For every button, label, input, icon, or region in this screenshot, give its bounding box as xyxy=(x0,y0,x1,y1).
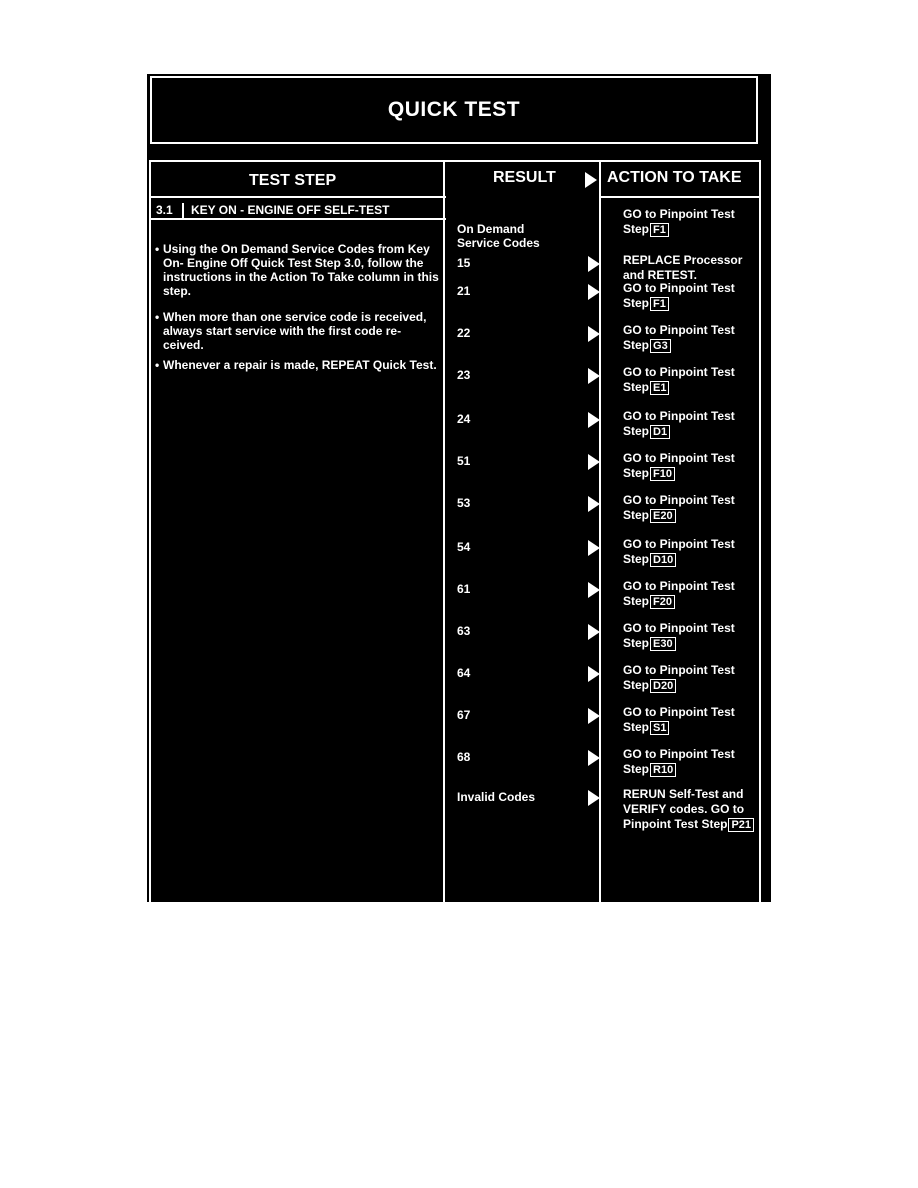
service-code: 21 xyxy=(457,284,471,298)
service-code: 51 xyxy=(457,454,471,468)
result-header: On Demand Service Codes xyxy=(457,222,540,250)
bullet-icon: • xyxy=(155,242,160,256)
arrow-icon xyxy=(588,256,600,272)
action-text xyxy=(623,705,755,735)
bullet-icon: • xyxy=(155,310,160,324)
test-table xyxy=(149,160,761,902)
action-label: REPLACE Processor and RETEST. xyxy=(623,253,743,282)
step-number: 3.1 xyxy=(153,203,184,219)
action-text xyxy=(623,787,755,832)
step-reference: F1 xyxy=(650,223,669,237)
service-code: 15 xyxy=(457,256,471,270)
service-code: 63 xyxy=(457,624,471,638)
service-code: 24 xyxy=(457,412,471,426)
step-reference: F1 xyxy=(650,297,669,311)
service-code: 68 xyxy=(457,750,471,764)
action-text xyxy=(623,409,755,439)
action-label: GO to Pinpoint Test Step xyxy=(623,705,735,734)
header-action: ACTION TO TAKE xyxy=(607,169,742,186)
step-reference: F20 xyxy=(650,595,675,609)
arrow-icon xyxy=(588,666,600,682)
step-note: • Using the On Demand Service Codes from Key On- Engine Off Quick Test Step 3.0, follow the instructions in the Action To Take column in this step. xyxy=(155,242,439,298)
arrow-icon xyxy=(588,496,600,512)
action-text xyxy=(623,323,755,353)
action-text xyxy=(623,747,755,777)
arrow-icon xyxy=(588,750,600,766)
action-text xyxy=(623,207,755,237)
action-label: GO to Pinpoint Test Step xyxy=(623,493,735,522)
arrow-icon xyxy=(588,454,600,470)
header-test-step: TEST STEP xyxy=(249,172,337,189)
arrow-icon xyxy=(588,284,600,300)
action-label: GO to Pinpoint Test Step xyxy=(623,365,735,394)
step-reference: D1 xyxy=(650,425,670,439)
action-text xyxy=(623,365,755,395)
step-reference: F10 xyxy=(650,467,675,481)
arrow-icon xyxy=(588,412,600,428)
action-label: GO to Pinpoint Test Step xyxy=(623,207,735,236)
service-code: 22 xyxy=(457,326,471,340)
page-title: QUICK TEST xyxy=(387,98,521,121)
title-box xyxy=(150,76,758,144)
service-code: 61 xyxy=(457,582,471,596)
arrow-icon xyxy=(588,790,600,806)
action-label: GO to Pinpoint Test Step xyxy=(623,281,735,310)
header-result: RESULT xyxy=(493,169,556,186)
action-text xyxy=(623,537,755,567)
action-text xyxy=(623,493,755,523)
action-label: GO to Pinpoint Test Step xyxy=(623,323,735,352)
action-header-divider xyxy=(601,196,759,198)
service-code: Invalid Codes xyxy=(457,790,536,804)
action-label: GO to Pinpoint Test Step xyxy=(623,663,735,692)
arrow-icon xyxy=(588,326,600,342)
action-label: GO to Pinpoint Test Step xyxy=(623,579,735,608)
arrow-icon xyxy=(588,368,600,384)
action-label: GO to Pinpoint Test Step xyxy=(623,451,735,480)
header-arrow-icon xyxy=(585,172,597,188)
step-reference: D20 xyxy=(650,679,676,693)
step-reference: R10 xyxy=(650,763,676,777)
action-text xyxy=(623,621,755,651)
step-note: • When more than one service code is received, always start service with the first code re- ceived. xyxy=(155,310,427,352)
service-code: 53 xyxy=(457,496,471,510)
service-code: 54 xyxy=(457,540,471,554)
step-reference: E1 xyxy=(650,381,669,395)
service-code: 64 xyxy=(457,666,471,680)
action-label: GO to Pinpoint Test Step xyxy=(623,537,735,566)
step-reference: D10 xyxy=(650,553,676,567)
arrow-icon xyxy=(588,582,600,598)
step-note: • Whenever a repair is made, REPEAT Quick Test. xyxy=(155,358,437,372)
action-text xyxy=(623,281,755,311)
action-text xyxy=(623,253,755,283)
step-divider xyxy=(151,218,446,220)
arrow-icon xyxy=(588,540,600,556)
action-label: GO to Pinpoint Test Step xyxy=(623,621,735,650)
bullet-icon: • xyxy=(155,358,160,372)
step-reference: P21 xyxy=(728,818,754,832)
step-reference: E20 xyxy=(650,509,676,523)
header-divider xyxy=(151,196,446,198)
action-text xyxy=(623,451,755,481)
service-code: 23 xyxy=(457,368,471,382)
action-text xyxy=(623,579,755,609)
service-code: 67 xyxy=(457,708,471,722)
action-label: RERUN Self-Test and VERIFY codes. GO to Pinpoint Test Step xyxy=(623,787,745,831)
arrow-icon xyxy=(588,708,600,724)
step-reference: G3 xyxy=(650,339,671,353)
quick-test-sheet xyxy=(147,74,771,902)
action-label: GO to Pinpoint Test Step xyxy=(623,409,735,438)
step-reference: E30 xyxy=(650,637,676,651)
action-text xyxy=(623,663,755,693)
action-label: GO to Pinpoint Test Step xyxy=(623,747,735,776)
arrow-icon xyxy=(588,624,600,640)
step-reference: S1 xyxy=(650,721,669,735)
step-title: KEY ON - ENGINE OFF SELF-TEST xyxy=(191,203,390,217)
